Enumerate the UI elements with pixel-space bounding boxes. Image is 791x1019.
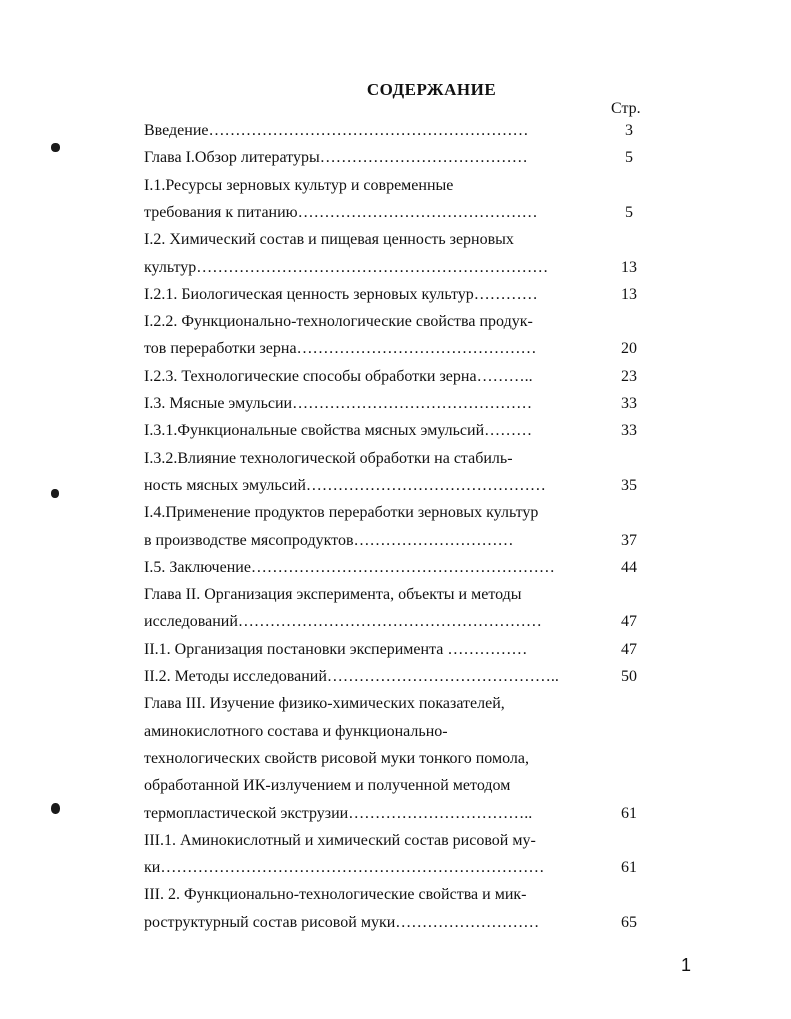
- toc-entry-text: требования к питанию………………………………………: [144, 204, 538, 221]
- toc-entry-text: Глава I.Обзор литературы…………………………………: [144, 149, 528, 166]
- toc-entry-text: ность мясных эмульсий………………………………………: [144, 477, 546, 494]
- toc-entry-text: I.5. Заключение…………………………………………………: [144, 559, 555, 576]
- toc-entry-text: Глава II. Организация эксперимента, объекты и методы: [144, 586, 522, 603]
- toc-entry-text: ки………………………………………………………………: [144, 859, 545, 876]
- scan-speck-mark: [51, 489, 59, 498]
- toc-entry-text: Глава III. Изучение физико-химических показателей,: [144, 695, 505, 712]
- toc-entry-page: 61: [621, 805, 637, 822]
- toc-entry-page: 37: [621, 532, 637, 549]
- toc-entry-page: 47: [621, 613, 637, 630]
- toc-entry-text: тов переработки зерна………………………………………: [144, 340, 537, 357]
- toc-entry-text: III.1. Аминокислотный и химический состав рисовой му-: [144, 832, 536, 849]
- toc-entry-page: 47: [621, 641, 637, 658]
- toc-entry-page: 3: [625, 122, 633, 139]
- toc-entry-page: 5: [625, 149, 633, 166]
- toc-entry-text: исследований…………………………………………………: [144, 613, 542, 630]
- toc-entry-text: Введение……………………………………………………: [144, 122, 529, 139]
- toc-entry-text: культур…………………………………………………………: [144, 259, 549, 276]
- footer-page-number: 1: [681, 955, 692, 975]
- toc-entry-text: III. 2. Функционально-технологические свойства и мик-: [144, 886, 527, 903]
- toc-entry-text: II.2. Методы исследований……………………………………..: [144, 668, 559, 685]
- toc-entry-text: I.2. Химический состав и пищевая ценность зерновых: [144, 231, 514, 248]
- toc-entry-text: I.1.Ресурсы зерновых культур и современные: [144, 177, 454, 194]
- toc-entry-text: в производстве мясопродуктов…………………………: [144, 532, 514, 549]
- toc-entry-page: 61: [621, 859, 637, 876]
- toc-entry-text: обработанной ИК-излучением и полученной методом: [144, 777, 511, 794]
- page-column-header: Стр.: [611, 100, 641, 117]
- scan-speck-mark: [51, 803, 60, 814]
- toc-entry-page: 35: [621, 477, 637, 494]
- toc-entry-text: I.2.1. Биологическая ценность зерновых культур…………: [144, 286, 538, 303]
- toc-entry-page: 13: [621, 259, 637, 276]
- scan-speck-mark: [51, 143, 60, 152]
- toc-entry-text: I.3.2.Влияние технологической обработки на стабиль-: [144, 450, 513, 467]
- toc-entry-text: технологических свойств рисовой муки тонкого помола,: [144, 750, 529, 767]
- toc-entry-text: I.2.2. Функционально-технологические свойства продук-: [144, 313, 533, 330]
- toc-entry-text: аминокислотного состава и функционально-: [144, 723, 448, 740]
- toc-entry-text: I.3. Мясные эмульсии………………………………………: [144, 395, 533, 412]
- page-title: СОДЕРЖАНИЕ: [366, 80, 497, 99]
- toc-entry-page: 33: [621, 422, 637, 439]
- toc-entry-text: роструктурный состав рисовой муки………………………: [144, 914, 540, 931]
- toc-entry-text: I.4.Применение продуктов переработки зерновых культур: [144, 504, 539, 521]
- toc-entry-text: термопластической экструзии……………………………..: [144, 805, 533, 822]
- toc-entry-page: 5: [625, 204, 633, 221]
- toc-entry-page: 20: [621, 340, 637, 357]
- toc-entry-text: I.2.3. Технологические способы обработки зерна………..: [144, 368, 533, 385]
- toc-entry-page: 13: [621, 286, 637, 303]
- toc-entry-page: 65: [621, 914, 637, 931]
- toc-entry-text: I.3.1.Функциональные свойства мясных эмульсий………: [144, 422, 533, 439]
- toc-entry-text: II.1. Организация постановки эксперимента ……………: [144, 641, 528, 658]
- toc-entry-page: 50: [621, 668, 637, 685]
- toc-entry-page: 44: [621, 559, 637, 576]
- toc-entry-page: 23: [621, 368, 637, 385]
- toc-entry-page: 33: [621, 395, 637, 412]
